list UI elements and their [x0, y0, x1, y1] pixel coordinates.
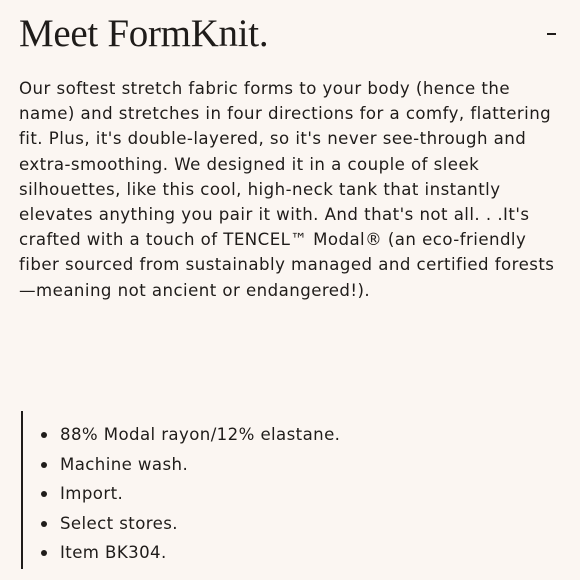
bullet-icon — [41, 491, 47, 497]
bullet-icon — [41, 521, 47, 527]
minus-icon — [547, 33, 556, 35]
bullet-icon — [41, 462, 47, 468]
details-item — [37, 450, 340, 480]
section-title: Meet FormKnit. — [19, 12, 269, 55]
details-item — [37, 509, 340, 539]
section-header — [19, 8, 561, 60]
details-item-text: 88% Modal rayon/12% elastane. — [60, 425, 341, 444]
product-description: Our softest stretch fabric forms to your body (hence the name) and stretches in four directions for a comfy, flattering fit. Plus, it's double-layered, so it's never see-through and extra-smoothing. We designed it in a couple of sleek silhouettes, like this cool, high-neck tank that instantly elevates anything you pair it with. And that's not all. . .It's crafted with a touch of TENCEL™ Modal® (an eco-friendly fiber sourced from sustainably managed and certified forests—meaning not ancient or endangered!). — [19, 79, 555, 300]
details-item — [37, 479, 340, 509]
details-item-text: Select stores. — [60, 513, 178, 533]
details-item-text: Import. — [60, 484, 124, 503]
bullet-icon — [41, 432, 47, 438]
details-list — [37, 420, 340, 568]
collapse-button[interactable] — [537, 18, 565, 46]
details-item — [37, 538, 340, 568]
details-item-text: Machine wash. — [60, 454, 189, 474]
details-item — [37, 420, 340, 450]
details-item-text: Item BK304. — [60, 543, 167, 562]
bullet-icon — [41, 550, 47, 556]
product-details — [21, 411, 421, 569]
